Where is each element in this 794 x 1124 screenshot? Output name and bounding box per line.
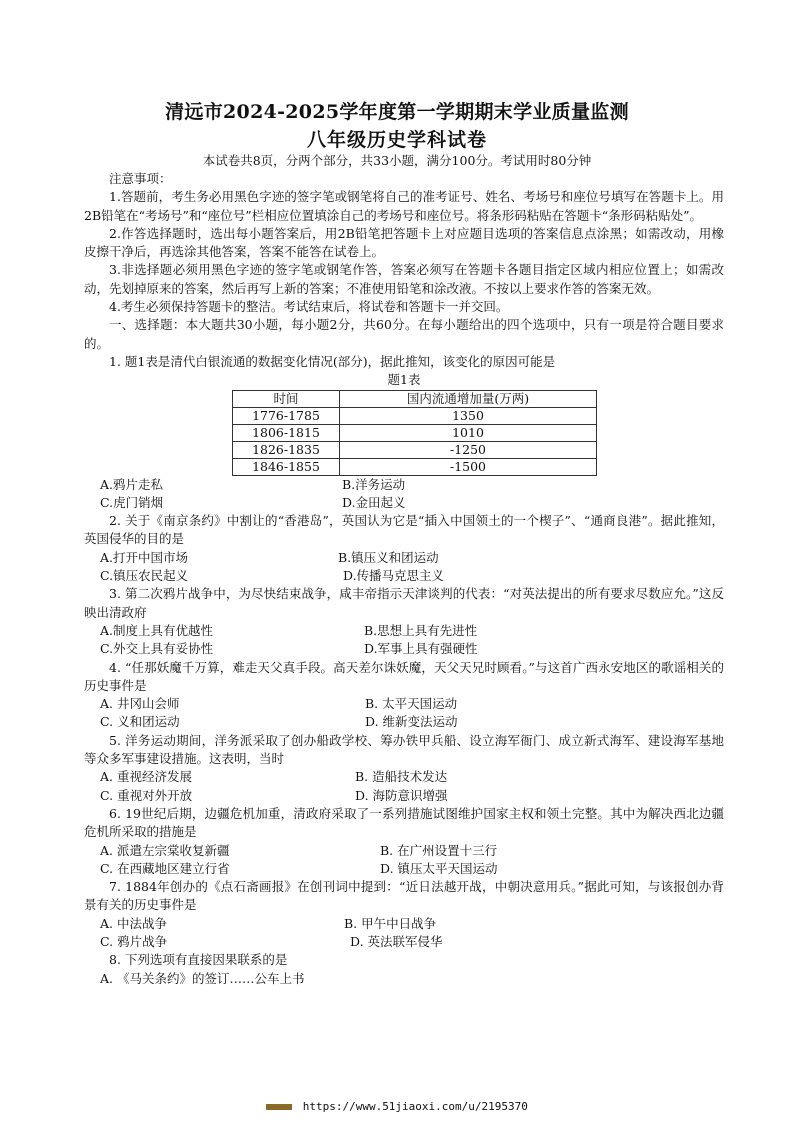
- table-row: [233, 407, 597, 424]
- option-row: [84, 549, 724, 567]
- table-cell: 1776-1785: [233, 407, 340, 424]
- option-row: [84, 787, 724, 805]
- question-stem: 2. 关于《南京条约》中割让的“香港岛”，英国认为它是“插入中国领土的一个楔子”、“通商良港”。据此推知，英国侵华的目的是: [84, 513, 724, 547]
- option: B. 太平天国运动: [365, 696, 458, 712]
- note-item: 4.考生必须保持答题卡的整洁。考试结束后，将试卷和答题卡一并交回。: [109, 299, 509, 315]
- table-cell: 1846-1855: [233, 458, 340, 475]
- table-cell: 1350: [340, 407, 597, 424]
- exam-subtitle: 八年级历史学科试卷: [306, 129, 487, 151]
- option: A. 重视经济发展: [100, 769, 192, 785]
- option: C. 在西藏地区建立行省: [100, 860, 230, 876]
- notes-heading: 注意事项：: [109, 171, 172, 186]
- option-row: [84, 970, 724, 988]
- note-item: 1.答题前，考生务必用黑色字迹的签字笔或钢笔将自己的准考证号、姓名、考场号和座位号填写在答题卡上。用2B铅笔在“考场号”和“座位号”栏相应位置填涂自己的考场号和座位号。将条形码粘贴在答题卡“条形码粘贴处”。: [84, 189, 724, 223]
- table-cell: -1500: [340, 458, 597, 475]
- option: A. 《马关条约》的签订……公车上书: [100, 970, 305, 986]
- option: B. 甲午中日战争: [344, 915, 437, 931]
- question-stem: 4. “任那妖魔千万算，难走天父真手段。高天差尔诛妖魔，天父天兄时顾看。”与这首广西永安地区的歌谣相关的历史事件是: [84, 659, 724, 693]
- site-logo-icon: [266, 1104, 292, 1110]
- option-row: [84, 476, 724, 494]
- option: A. 中法战争: [100, 915, 167, 931]
- footer-url[interactable]: https://www.51jiaoxi.com/u/2195370: [302, 1100, 528, 1113]
- option-row: [84, 915, 724, 933]
- option: B. 在广州设置十三行: [380, 842, 498, 858]
- note-item: 3.非选择题必须用黑色字迹的签字笔或钢笔作答，答案必须写在答题卡各题目指定区域内相应位置上；如需改动，先划掉原来的答案，然后再写上新的答案；不准使用铅笔和涂改液。不按以上要求作答的答案无效。: [84, 262, 724, 296]
- option: B.镇压义和团运动: [338, 549, 439, 565]
- question-stem: 1. 题1表是清代白银流通的数据变化情况(部分)，据此推知，该变化的原因可能是: [109, 353, 556, 369]
- option: D. 维新变法运动: [365, 714, 458, 730]
- option-row: [84, 640, 724, 658]
- option: D. 英法联军侵华: [350, 933, 443, 949]
- option: C. 鸦片战争: [100, 933, 168, 949]
- option: C. 重视对外开放: [100, 787, 193, 803]
- question-stem: 3. 第二次鸦片战争中，为尽快结束战争，咸丰帝指示天津谈判的代表：“对英法提出的所有要求尽数应允。”这反映出清政府: [84, 586, 724, 620]
- table-header: 时间: [233, 390, 340, 407]
- table-cell: 1826-1835: [233, 441, 340, 458]
- table-header: 国内流通增加量(万两): [340, 390, 597, 407]
- option-row: [84, 695, 724, 713]
- option-row: [84, 860, 724, 878]
- question-stem: 8. 下列选项有直接因果联系的是: [109, 952, 288, 968]
- option-row: [84, 842, 724, 860]
- option: A.鸦片走私: [100, 476, 164, 492]
- question-stem: 7. 1884年创办的《点石斋画报》在创刊词中提到：“近日法越开战，中朝决意用兵。”据此可知，与该报创办背景有关的历史事件是: [84, 879, 724, 913]
- section-heading: 一、选择题：本大题共30小题，每小题2分，共60分。在每小题给出的四个选项中，只有一项是符合题目要求的。: [84, 317, 724, 351]
- table-row: [233, 458, 597, 475]
- exam-body: [84, 170, 724, 988]
- option: A.打开中国市场: [100, 549, 189, 565]
- option: B. 造船技术发达: [355, 769, 448, 785]
- option: A.制度上具有优越性: [100, 622, 214, 638]
- table-cell: -1250: [340, 441, 597, 458]
- question-stem: 5. 洋务运动期间，洋务派采取了创办船政学校、筹办铁甲兵船、设立海军衙门、成立新式海军、建设海军基地等众多军事建设措施。这表明，当时: [84, 732, 724, 767]
- footer: [0, 1100, 794, 1113]
- table-header-row: [233, 390, 597, 407]
- option: D.传播马克思主义: [343, 568, 445, 584]
- option-row: [84, 713, 724, 731]
- option: C. 义和团运动: [100, 714, 180, 730]
- exam-title: 清远市2024-2025学年度第一学期期末学业质量监测: [165, 101, 629, 123]
- table-row: [233, 441, 597, 458]
- option-row: [84, 768, 724, 786]
- option: D.金田起义: [342, 494, 406, 510]
- option: B.洋务运动: [342, 476, 406, 492]
- table-row: [233, 424, 597, 441]
- question-stem: 6. 19世纪后期，边疆危机加重，清政府采取了一系列措施试图维护国家主权和领土完整。其中为解决西北边疆危机所采取的措施是: [84, 805, 724, 840]
- exam-info: 本试卷共8页，分两个部分，共33小题，满分100分。考试用时80分钟: [202, 153, 592, 168]
- option: D.军事上具有强硬性: [364, 641, 478, 657]
- option: A. 井冈山会师: [100, 696, 180, 712]
- option: D. 海防意识增强: [355, 787, 448, 803]
- option: C.外交上具有妥协性: [100, 641, 214, 657]
- data-table: [232, 390, 597, 476]
- option: B.思想上具有先进性: [364, 622, 478, 638]
- note-item: 2.作答选择题时，选出每小题答案后，用2B铅笔把答题卡上对应题目选项的答案信息点涂黑；如需改动，用橡皮擦干净后，再选涂其他答案，答案不能答在试卷上。: [84, 225, 724, 260]
- option: C.虎门销烟: [100, 494, 164, 510]
- option: C.镇压农民起义: [100, 568, 189, 584]
- option-row: [84, 494, 724, 512]
- option-row: [84, 622, 724, 640]
- table-cell: 1806-1815: [233, 424, 340, 441]
- option: D. 镇压太平天国运动: [380, 860, 498, 876]
- table-caption: 题1表: [387, 372, 421, 388]
- option-row: [84, 567, 724, 585]
- table-cell: 1010: [340, 424, 597, 441]
- option: A. 派遣左宗棠收复新疆: [100, 842, 230, 858]
- option-row: [84, 933, 724, 951]
